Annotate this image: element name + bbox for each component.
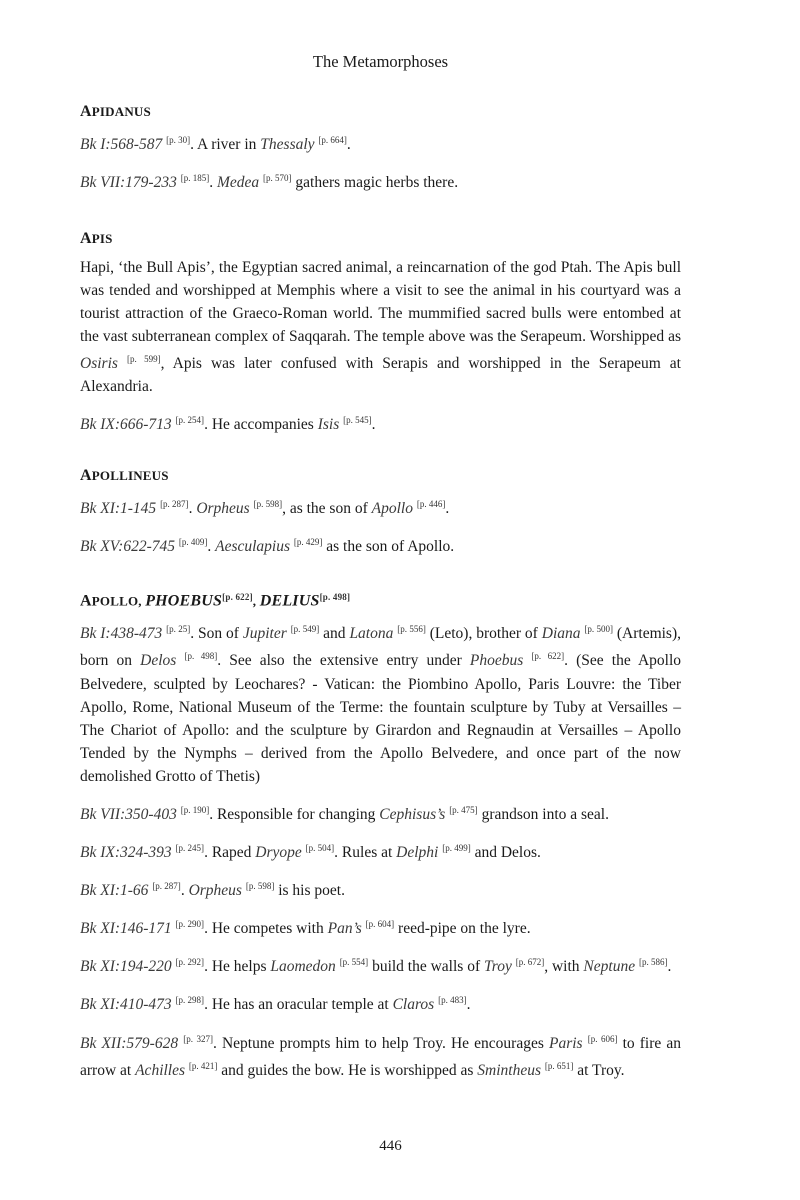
page-ref[interactable]: [p. 549] xyxy=(290,624,320,635)
entry-apis xyxy=(80,230,681,447)
name-link[interactable]: Claros xyxy=(392,996,435,1014)
page-ref[interactable]: [p. 545] xyxy=(343,415,372,426)
name-link[interactable]: Diana xyxy=(541,625,581,643)
name-link[interactable]: Delos xyxy=(140,652,177,670)
page-ref[interactable]: [p. 185] xyxy=(180,173,210,184)
entry-apidanus xyxy=(80,103,681,205)
book-link[interactable]: Bk IX:666-713 xyxy=(80,416,172,434)
page-ref[interactable]: [p. 622] xyxy=(531,651,565,662)
page-ref[interactable]: [p. 554] xyxy=(339,957,369,968)
page-ref[interactable]: [p. 290] xyxy=(175,919,205,930)
reference-line: Bk VII:179-233 [p. 185]. Medea [p. 570] gathers magic herbs there. xyxy=(80,173,459,192)
page-ref[interactable]: [p. 254] xyxy=(175,415,205,426)
page-number: 446 xyxy=(379,1138,402,1154)
page-ref[interactable]: [p. 292] xyxy=(175,957,205,968)
page-ref[interactable]: [p. 429] xyxy=(293,537,323,548)
page-ref[interactable]: [p. 556] xyxy=(397,624,426,635)
page-ref[interactable]: [p. 298] xyxy=(175,995,205,1006)
page-ref[interactable]: [p. 30] xyxy=(166,135,191,145)
headword-link-phoebus[interactable]: PHOEBUS xyxy=(145,592,223,610)
name-link[interactable]: Jupiter xyxy=(242,625,287,643)
headword-apollo: APOLLO, PHOEBUS[p. 622], DELIUS[p. 498] xyxy=(80,592,351,610)
reference-line: Bk VII:350-403 [p. 190]. Responsible for changing Cephisus’s [p. 475] grandson into a seal. xyxy=(80,804,609,823)
name-link[interactable]: Delphi xyxy=(396,843,439,861)
book-link[interactable]: Bk XI:1-66 xyxy=(80,882,149,900)
page-ref[interactable]: [p. 622] xyxy=(222,592,253,602)
reference-line: Bk XI:1-145 [p. 287]. Orpheus [p. 598], as the son of Apollo [p. 446]. xyxy=(80,499,450,518)
entry-apollineus xyxy=(80,467,681,569)
page-ref[interactable]: [p. 504] xyxy=(305,842,335,853)
name-link[interactable]: Dryope xyxy=(255,843,302,861)
page-ref[interactable]: [p. 190] xyxy=(180,804,210,815)
book-link[interactable]: Bk XI:194-220 xyxy=(80,958,172,976)
page-ref[interactable]: [p. 598] xyxy=(253,499,283,509)
page-ref[interactable]: [p. 25] xyxy=(166,624,191,635)
page-ref[interactable]: [p. 586] xyxy=(638,957,668,968)
page-ref[interactable]: [p. 245] xyxy=(175,842,205,853)
page-ref[interactable]: [p. 499] xyxy=(442,842,471,853)
name-link[interactable]: Cephisus’s xyxy=(379,805,446,823)
name-link[interactable]: Neptune xyxy=(583,958,636,976)
name-link[interactable]: Aesculapius xyxy=(215,538,291,556)
book-link[interactable]: Bk VII:350-403 xyxy=(80,805,177,823)
page-ref[interactable]: [p. 599] xyxy=(126,354,161,364)
name-link[interactable]: Isis xyxy=(317,416,340,434)
page-ref[interactable]: [p. 475] xyxy=(449,804,478,815)
book-link[interactable]: Bk IX:324-393 xyxy=(80,843,172,861)
name-link[interactable]: Laomedon xyxy=(270,958,336,976)
reference-line: Bk XV:622-745 [p. 409]. Aesculapius [p. 429] as the son of Apollo. xyxy=(80,537,455,556)
reference-line: Bk IX:324-393 [p. 245]. Raped Dryope [p. 504]. Rules at Delphi [p. 499] and Delos. xyxy=(80,842,541,861)
description: Bk I:438-473 [p. 25]. Son of Jupiter [p. 549] and Latona [p. 556] (Leto), brother of Diana [p. 500] (Artemis), born on Delos [p. 498]. See also the extensive entry under Phoebus [p. 622]. (See the Apollo Belvedere, sculpted by Leochares? - Vatican: the Piombino Apollo, Paris Louvre: the Tiber Apollo, Rome, National Museum of the Terme: the fountain sculpture by Tuby at Versailles – The Chariot of Apollo: and the sculpture by Girardon and Regnaudin at Versailles – Apollo Tended by the Nymphs – derived from the Apollo Belvedere, and once part of the now demolished Grotto of Thetis) xyxy=(80,624,682,785)
page-ref[interactable]: [p. 606] xyxy=(587,1033,618,1044)
page-ref[interactable]: [p. 651] xyxy=(544,1060,574,1071)
book-link[interactable]: Bk VII:179-233 xyxy=(80,174,177,192)
reference-line: Bk I:568-587 [p. 30]. A river in Thessaly [p. 664]. xyxy=(80,135,351,154)
book-link[interactable]: Bk XI:410-473 xyxy=(80,996,172,1014)
reference-line: Bk XI:410-473 [p. 298]. He has an oracular temple at Claros [p. 483]. xyxy=(80,995,471,1014)
name-link[interactable]: Paris xyxy=(549,1034,583,1052)
page-ref[interactable]: [p. 483] xyxy=(438,995,467,1006)
name-link[interactable]: Medea xyxy=(216,174,260,192)
reference-line: Bk XII:579-628 [p. 327]. Neptune prompts him to help Troy. He encourages Paris [p. 606] to fire an arrow at Achilles [p. 421] and guides the bow. He is worshipped as Smintheus [p. 651] at Troy. xyxy=(80,1033,682,1079)
page-ref[interactable]: [p. 287] xyxy=(152,880,181,891)
page-ref[interactable]: [p. 446] xyxy=(416,499,446,509)
description: Hapi, ‘the Bull Apis’, the Egyptian sacred animal, a reincarnation of the god Ptah. The Apis bull was tended and worshipped at Memphis where a visit to see the animal in his courtyard was a tourist attraction of the Graeco-Roman world. The mummified sacred bulls were entombed at the vast subterranean complex of Saqqarah. The temple above was the Serapeum. Worshipped as Osiris [p. 599], Apis was later confused with Serapis and worshipped in the Serapeum at Alexandria. xyxy=(80,259,681,396)
running-head: The Metamorphoses xyxy=(312,52,449,71)
name-link[interactable]: Thessaly xyxy=(260,136,315,154)
page-ref[interactable]: [p. 327] xyxy=(183,1033,213,1044)
name-link[interactable]: Smintheus xyxy=(477,1061,541,1079)
page-ref[interactable]: [p. 421] xyxy=(188,1060,218,1071)
page-ref[interactable]: [p. 570] xyxy=(263,173,292,184)
page-ref[interactable]: [p. 604] xyxy=(365,919,395,930)
name-link[interactable]: Orpheus xyxy=(188,882,242,900)
book-link[interactable]: Bk XII:579-628 xyxy=(80,1034,179,1052)
headword-apollineus: APOLLINEUS xyxy=(80,467,169,484)
name-link[interactable]: Apollo xyxy=(371,500,413,518)
book-link[interactable]: Bk I:568-587 xyxy=(80,136,163,154)
page-ref[interactable]: [p. 287] xyxy=(160,499,189,509)
page-ref[interactable]: [p. 500] xyxy=(584,624,613,635)
book-link[interactable]: Bk XV:622-745 xyxy=(80,538,175,556)
name-link[interactable]: Phoebus xyxy=(469,652,524,670)
page-ref[interactable]: [p. 672] xyxy=(515,957,545,968)
reference-line: Bk XI:146-171 [p. 290]. He competes with Pan’s [p. 604] reed-pipe on the lyre. xyxy=(80,919,531,938)
entry-apollo xyxy=(80,592,681,1093)
book-link[interactable]: Bk XI:146-171 xyxy=(80,920,172,938)
page-ref[interactable]: [p. 409] xyxy=(178,537,208,548)
headword-link-delius[interactable]: DELIUS xyxy=(259,592,320,610)
name-link[interactable]: Pan’s xyxy=(327,920,362,938)
book-link[interactable]: Bk I:438-473 xyxy=(80,625,163,643)
book-link[interactable]: Bk XI:1-145 xyxy=(80,500,157,518)
page-ref[interactable]: [p. 498] xyxy=(184,651,218,662)
name-link[interactable]: Osiris xyxy=(80,355,118,373)
name-link[interactable]: Latona xyxy=(349,625,394,643)
name-link[interactable]: Troy xyxy=(484,958,512,976)
reference-line: Bk XI:1-66 [p. 287]. Orpheus [p. 598] is his poet. xyxy=(80,880,345,900)
reference-line: Bk IX:666-713 [p. 254]. He accompanies Isis [p. 545]. xyxy=(80,415,376,434)
reference-line: Bk XI:194-220 [p. 292]. He helps Laomedon [p. 554] build the walls of Troy [p. 672], with Neptune [p. 586]. xyxy=(80,957,672,976)
headword-apidanus: APIDANUS xyxy=(80,103,151,120)
name-link[interactable]: Orpheus xyxy=(196,500,250,518)
headword-apis: APIS xyxy=(80,230,113,247)
name-link[interactable]: Achilles xyxy=(135,1061,186,1079)
page-ref[interactable]: [p. 498] xyxy=(319,592,351,602)
page-ref[interactable]: [p. 598] xyxy=(245,880,275,891)
page-ref[interactable]: [p. 664] xyxy=(318,135,347,145)
